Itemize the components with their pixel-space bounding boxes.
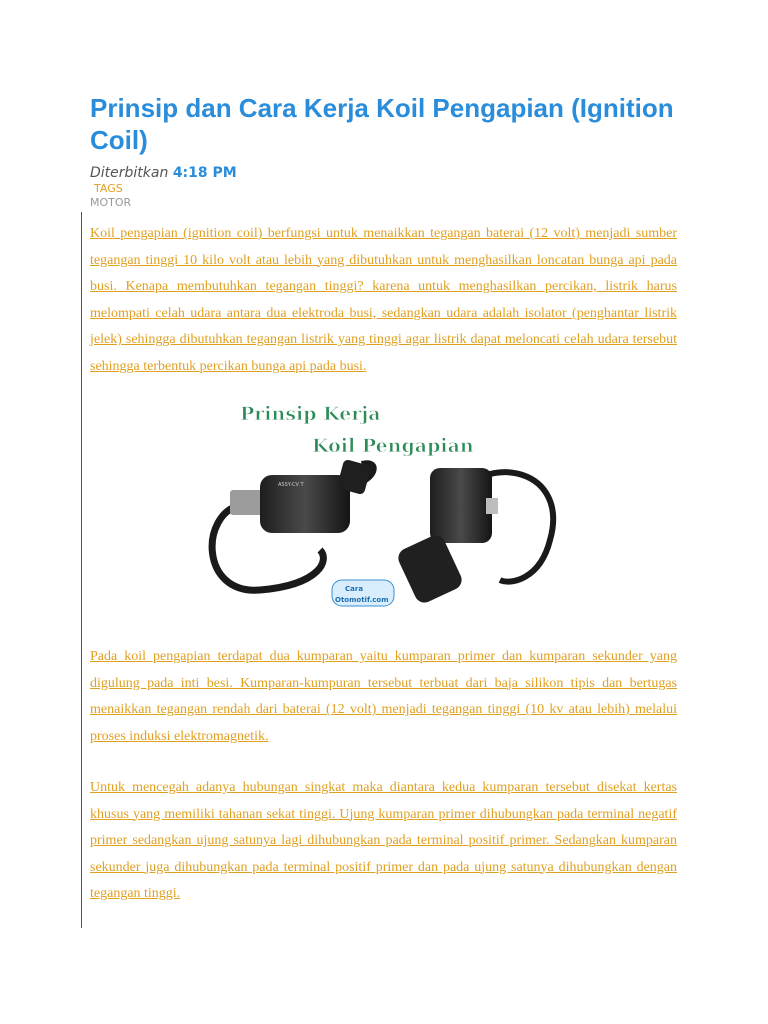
caption-line-2: Koil Pengapian [312,435,474,457]
tags-label: TAGS [94,182,123,195]
paragraph-1[interactable]: Koil pengapian (ignition coil) berfungsi untuk menaikkan tegangan baterai (12 volt) menjadi sumber tegangan tinggi 10 kilo volt atau lebih yang dibutuhkan untuk menghasilkan loncatan bunga api pada busi. Kenapa membutuhkan tegangan tinggi? karena untuk menghasilkan percikan, listrik harus melompati celah udara antara dua elektroda busi, sedangkan udara adalah isolator (penghantar listrik jelek) sehingga dibutuhkan tegangan listrik yang tinggi agar listrik dapat meloncati celah udara tersebut sehingga terbentuk percikan bunga api pada busi. [90,226,677,374]
article-title: Prinsip dan Cara Kerja Koil Pengapian (Ignition Coil) [90,93,674,155]
left-border-rule [81,212,82,928]
left-coil-body [260,475,350,533]
right-spark-boot [395,532,465,606]
right-coil-body [430,468,492,543]
published-label: Diterbitkan [90,165,169,181]
coil-label: ASSY-CV T [278,482,304,488]
logo-text-1: Cara [345,585,364,593]
publish-meta [90,164,237,182]
paragraph-3[interactable]: Untuk mencegah adanya hubungan singkat maka diantara kedua kumparan tersebut disekat kertas khusus yang memiliki tahanan sekat tinggi. Ujung kumparan primer dihubungkan pada terminal negatif primer sedangkan ujung satunya lagi dihubungkan pada terminal positif primer. Sedangkan kumparan sekunder juga dihubungkan pada terminal positif primer dan pada ujung satunya dihubungkan dengan tegangan tinggi. [90,780,677,901]
right-coil-terminal [486,498,498,514]
tag-motor[interactable]: MOTOR [90,196,132,209]
paragraph-2[interactable]: Pada koil pengapian terdapat dua kumparan yaitu kumparan primer dan kumparan sekunder yang digulung pada inti besi. Kumparan-kumpuran tersebut terbuat dari baja silikon tipis dan bertugas menaikkan tegangan rendah dari baterai (12 volt) menjadi tegangan tinggi (10 kv atau lebih) melalui proses induksi elektromagnetik. [90,649,677,744]
ignition-coil-image [200,390,580,615]
logo-text-2: Otomotif.com [335,596,389,604]
figure-caption [240,403,474,457]
published-time[interactable]: 4:18 PM [172,165,237,181]
site-logo-watermark [332,580,394,606]
caption-line-1: Prinsip Kerja [240,403,381,425]
